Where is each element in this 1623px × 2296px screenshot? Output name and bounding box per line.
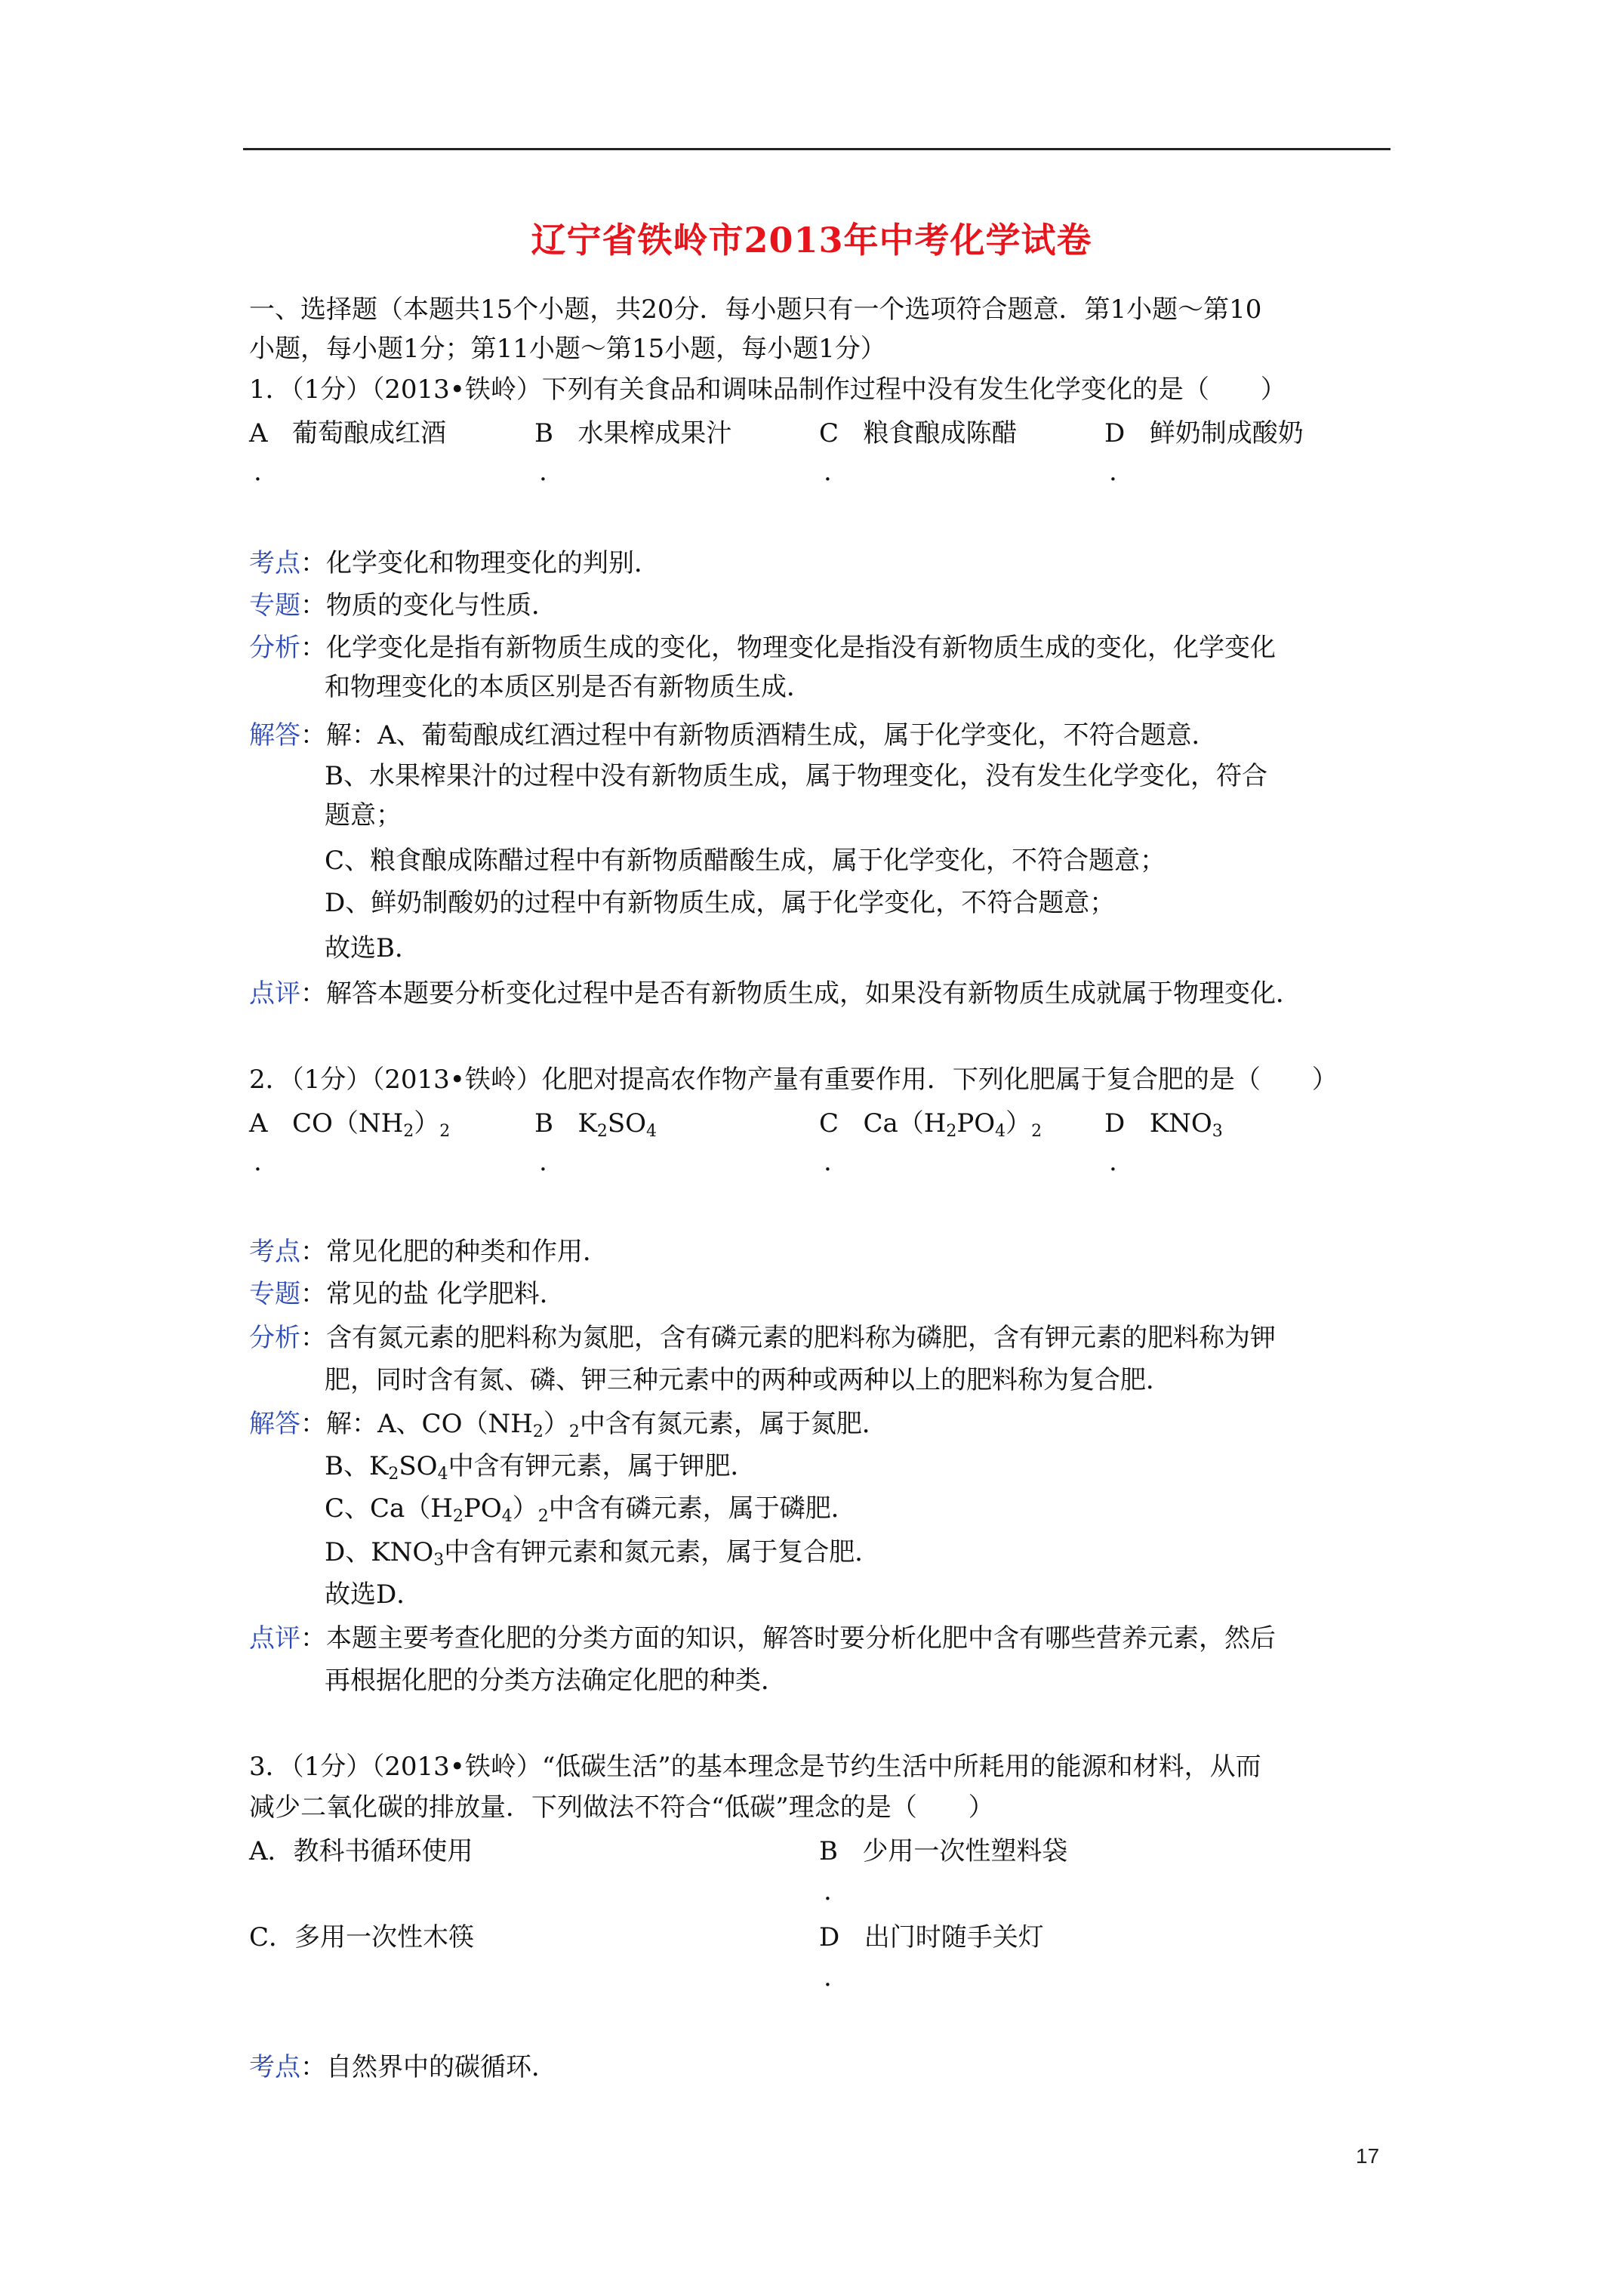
- q3-kaodian: 考点：自然界中的碳循环．: [249, 2052, 557, 2082]
- q2-option-b: B $K_2SO_4$: [534, 1108, 658, 1141]
- q1-jieda-d: D、鲜奶制酸奶的过程中有新物质生成，属于化学变化，不符合题意；: [325, 888, 1116, 918]
- option-dot: .: [824, 457, 832, 487]
- q2-zhuanti: 专题：常见的盐 化学肥料．: [249, 1279, 565, 1309]
- q3-option-b: B 少用一次性塑料袋: [819, 1836, 1068, 1866]
- section-heading: 一、选择题（本题共15个小题，共20分．每小题只有一个选项符合题意．第1小题～第10: [249, 294, 1262, 325]
- page-number: 17: [1356, 2144, 1380, 2168]
- q2-kaodian: 考点：常见化肥的种类和作用．: [249, 1237, 608, 1267]
- q1-kaodian: 考点：化学变化和物理变化的判别．: [249, 548, 660, 578]
- q1-fenxi: 分析：化学变化是指有新物质生成的变化，物理变化是指没有新物质生成的变化，化学变化: [249, 633, 1276, 663]
- q2-jieda: 解答：解：A、$CO(NH_2)_2$中含有氮元素，属于氮肥．: [249, 1409, 888, 1441]
- q1-stem: 1．（1分）（2013•铁岭）下列有关食品和调味品制作过程中没有发生化学变化的是（ ）: [249, 374, 1286, 405]
- q1-option-d: D 鲜奶制成酸奶: [1104, 418, 1304, 448]
- q1-option-b: B 水果榨成果汁: [534, 418, 732, 448]
- q3-stem-cont: 减少二氧化碳的排放量．下列做法不符合“低碳”理念的是（ ）: [249, 1792, 994, 1823]
- option-dot: .: [1109, 457, 1117, 487]
- q1-answer: 故选B．: [325, 933, 420, 963]
- option-dot: .: [1109, 1147, 1117, 1177]
- q1-option-c: C 粮食酿成陈醋: [819, 418, 1018, 448]
- q2-fenxi: 分析：含有氮元素的肥料称为氮肥，含有磷元素的肥料称为磷肥，含有钾元素的肥料称为钾: [249, 1323, 1276, 1353]
- q2-answer: 故选D．: [325, 1579, 423, 1610]
- option-dot: .: [254, 457, 262, 487]
- q3-option-c: C．多用一次性木筷: [249, 1922, 475, 1952]
- option-dot: .: [824, 1962, 832, 1992]
- q3-option-d: D 出门时随手关灯: [819, 1922, 1044, 1952]
- q1-jieda-b: B、水果榨果汁的过程中没有新物质生成，属于物理变化，没有发生化学变化，符合: [325, 761, 1267, 791]
- q1-jieda-b-cont: 题意；: [325, 800, 402, 831]
- q2-option-d: D $KNO_3$: [1104, 1108, 1223, 1141]
- option-dot: .: [254, 1147, 262, 1177]
- q1-option-a: A 葡萄酿成红酒: [249, 418, 446, 448]
- q2-dianping: 点评：本题主要考查化肥的分类方面的知识，解答时要分析化肥中含有哪些营养元素，然后: [249, 1623, 1276, 1653]
- page-title: 辽宁省铁岭市2013年中考化学试卷: [531, 220, 1092, 260]
- option-dot: .: [539, 457, 547, 487]
- option-dot: .: [824, 1147, 832, 1177]
- q3-stem: 3．（1分）（2013•铁岭）“低碳生活”的基本理念是节约生活中所耗用的能源和材料，从而: [249, 1752, 1261, 1782]
- q2-dianping-cont: 再根据化肥的分类方法确定化肥的种类．: [325, 1666, 787, 1696]
- q2-jieda-b: B、$K_2SO_4$中含有钾元素，属于钾肥．: [325, 1451, 756, 1484]
- q2-fenxi-cont: 肥，同时含有氮、磷、钾三种元素中的两种或两种以上的肥料称为复合肥．: [325, 1365, 1172, 1395]
- q1-dianping: 点评：解答本题要分析变化过程中是否有新物质生成，如果没有新物质生成就属于物理变化．: [249, 978, 1301, 1009]
- q2-option-a: A $CO(NH_2)_2$: [249, 1108, 451, 1141]
- q2-jieda-d: D、$KNO_3$中含有钾元素和氮元素，属于复合肥．: [325, 1537, 881, 1570]
- q1-jieda-c: C、粮食酿成陈醋过程中有新物质醋酸生成，属于化学变化，不符合题意；: [325, 846, 1166, 876]
- q2-option-c: C $Ca(H_2PO_4)_2$: [819, 1108, 1042, 1141]
- header-rule: [243, 148, 1390, 150]
- option-dot: .: [539, 1147, 547, 1177]
- q1-fenxi-cont: 和物理变化的本质区别是否有新物质生成．: [325, 672, 812, 702]
- q2-jieda-c: C、$Ca(H_2PO_4)_2$中含有磷元素，属于磷肥．: [325, 1493, 857, 1526]
- q2-stem: 2．（1分）（2013•铁岭）化肥对提高农作物产量有重要作用．下列化肥属于复合肥的是（ ）: [249, 1065, 1338, 1095]
- q1-jieda: 解答：解：A、葡萄酿成红酒过程中有新物质酒精生成，属于化学变化，不符合题意．: [249, 720, 1218, 750]
- option-dot: .: [824, 1876, 832, 1906]
- q1-zhuanti: 专题：物质的变化与性质．: [249, 590, 557, 621]
- q3-option-a: A．教科书循环使用: [249, 1836, 473, 1866]
- section-heading-cont: 小题，每小题1分；第11小题～第15小题，每小题1分）: [249, 334, 886, 364]
